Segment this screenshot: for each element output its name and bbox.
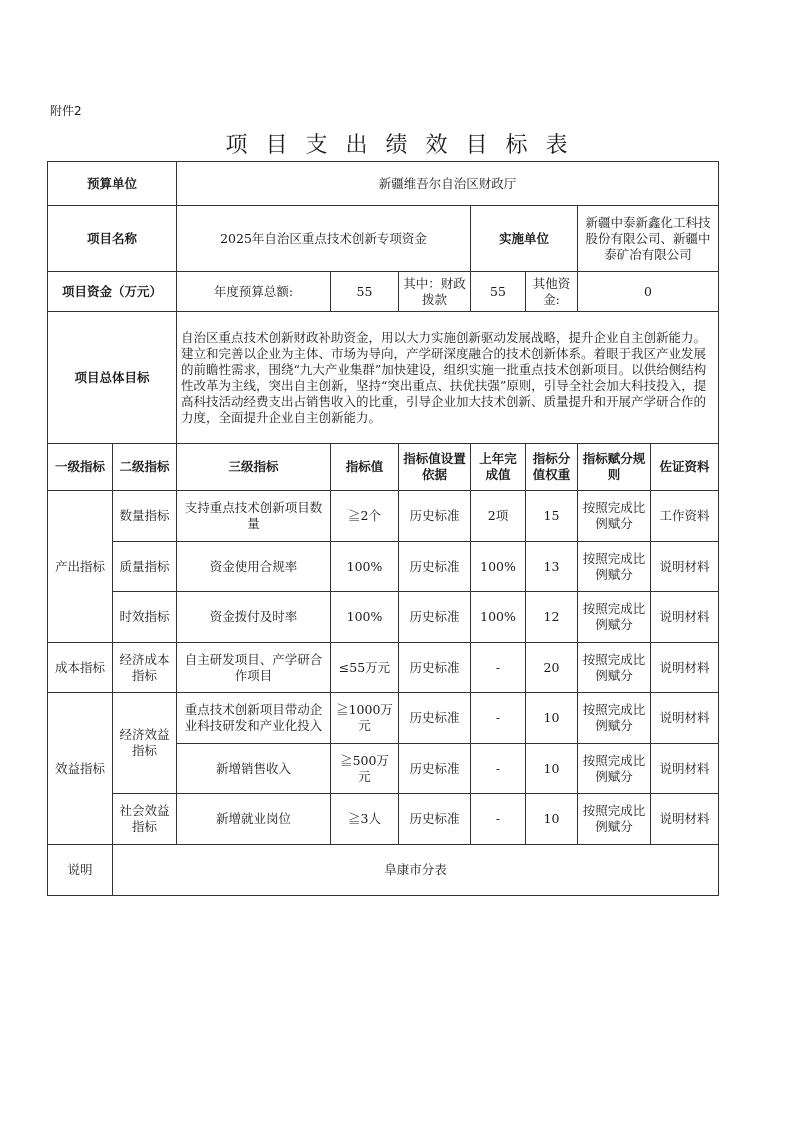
overall-goal-label: 项目总体目标	[48, 312, 177, 444]
group-cost: 成本指标	[48, 643, 113, 693]
index-value: ≤55万元	[331, 643, 399, 693]
basis: 历史标准	[399, 491, 471, 542]
weight: 10	[526, 794, 578, 845]
index-value: 100%	[331, 592, 399, 643]
annual-total-value: 55	[331, 272, 399, 312]
header-evidence: 佐证资料	[651, 444, 719, 491]
level2-quality: 质量指标	[113, 542, 177, 592]
level2-timeliness: 时效指标	[113, 592, 177, 643]
evidence: 说明材料	[651, 693, 719, 744]
basis: 历史标准	[399, 744, 471, 794]
index-value: 100%	[331, 542, 399, 592]
overall-goal-text: 自治区重点技术创新财政补助资金，用以大力实施创新驱动发展战略，提升企业自主创新能力。建立和完善以企业为主体、市场为导向，产学研深度融合的技术创新体系。着眼于我区产业发展的前瞻性需求，围绕“九大产业集群”加快建设，组织实施一批重点技术创新项目。以供给侧结构性改革为主线，突出自主创新，坚持“突出重点、扶优扶强”原则，引导全社会加大科技投入，提高科技活动经费支出占销售收入的比重，引导企业加大技术创新、质量提升和开展产学研合作的力度，全面提升企业自主创新能力。	[177, 312, 719, 444]
level3: 自主研发项目、产学研合作项目	[177, 643, 331, 693]
table-row	[48, 643, 719, 693]
annual-total-label: 年度预算总额:	[177, 272, 331, 312]
weight: 13	[526, 542, 578, 592]
note-label: 说明	[48, 845, 113, 896]
implementing-unit-value: 新疆中泰新鑫化工科技股份有限公司、新疆中泰矿冶有限公司	[578, 206, 719, 272]
basis: 历史标准	[399, 643, 471, 693]
group-benefit: 效益指标	[48, 693, 113, 845]
weight: 12	[526, 592, 578, 643]
evidence: 说明材料	[651, 794, 719, 845]
header-value: 指标值	[331, 444, 399, 491]
weight: 10	[526, 744, 578, 794]
performance-index-table	[47, 443, 719, 896]
level3: 新增销售收入	[177, 744, 331, 794]
rule: 按照完成比例赋分	[578, 643, 651, 693]
implementing-unit-label: 实施单位	[471, 206, 578, 272]
table-row	[48, 794, 719, 845]
note-value: 阜康市分表	[113, 845, 719, 896]
table-row	[48, 542, 719, 592]
weight: 15	[526, 491, 578, 542]
last-year: 100%	[471, 592, 526, 643]
note-row	[48, 845, 719, 896]
last-year: -	[471, 744, 526, 794]
project-name-value: 2025年自治区重点技术创新专项资金	[177, 206, 471, 272]
header-last-year: 上年完成值	[471, 444, 526, 491]
table-row	[48, 491, 719, 542]
budget-unit-label: 预算单位	[48, 162, 177, 206]
table-row	[48, 592, 719, 643]
index-header-row	[48, 444, 719, 491]
evidence: 工作资料	[651, 491, 719, 542]
basis: 历史标准	[399, 592, 471, 643]
last-year: -	[471, 643, 526, 693]
level2-quantity: 数量指标	[113, 491, 177, 542]
project-info-table	[47, 161, 719, 444]
fiscal-label: 其中：财政拨款	[399, 272, 471, 312]
project-name-label: 项目名称	[48, 206, 177, 272]
level3: 重点技术创新项目带动企业科技研发和产业化投入	[177, 693, 331, 744]
header-rule: 指标赋分规则	[578, 444, 651, 491]
rule: 按照完成比例赋分	[578, 744, 651, 794]
group-output: 产出指标	[48, 491, 113, 643]
evidence: 说明材料	[651, 744, 719, 794]
level3: 资金使用合规率	[177, 542, 331, 592]
basis: 历史标准	[399, 693, 471, 744]
evidence: 说明材料	[651, 542, 719, 592]
index-value: ≧1000万元	[331, 693, 399, 744]
evidence: 说明材料	[651, 643, 719, 693]
funding-label: 项目资金（万元）	[48, 272, 177, 312]
header-basis: 指标值设置依据	[399, 444, 471, 491]
level2-econ-cost: 经济成本指标	[113, 643, 177, 693]
last-year: -	[471, 794, 526, 845]
index-value: ≧3人	[331, 794, 399, 845]
level3: 新增就业岗位	[177, 794, 331, 845]
budget-unit-value: 新疆维吾尔自治区财政厅	[177, 162, 719, 206]
other-funds-label: 其他资金:	[526, 272, 578, 312]
weight: 10	[526, 693, 578, 744]
page-title: 项目支出绩效目标表	[225, 133, 586, 158]
header-weight: 指标分值权重	[526, 444, 578, 491]
header-level1: 一级指标	[48, 444, 113, 491]
evidence: 说明材料	[651, 592, 719, 643]
last-year: 2项	[471, 491, 526, 542]
rule: 按照完成比例赋分	[578, 542, 651, 592]
table-row	[48, 693, 719, 744]
rule: 按照完成比例赋分	[578, 794, 651, 845]
rule: 按照完成比例赋分	[578, 693, 651, 744]
basis: 历史标准	[399, 794, 471, 845]
other-funds-value: 0	[578, 272, 719, 312]
attachment-label: 附件2	[50, 104, 82, 118]
index-value: ≧2个	[331, 491, 399, 542]
last-year: -	[471, 693, 526, 744]
weight: 20	[526, 643, 578, 693]
level2-social-benefit: 社会效益指标	[113, 794, 177, 845]
last-year: 100%	[471, 542, 526, 592]
rule: 按照完成比例赋分	[578, 491, 651, 542]
rule: 按照完成比例赋分	[578, 592, 651, 643]
header-level3: 三级指标	[177, 444, 331, 491]
level3: 支持重点技术创新项目数量	[177, 491, 331, 542]
level2-econ-benefit: 经济效益指标	[113, 693, 177, 794]
basis: 历史标准	[399, 542, 471, 592]
header-level2: 二级指标	[113, 444, 177, 491]
index-value: ≧500万元	[331, 744, 399, 794]
level3: 资金拨付及时率	[177, 592, 331, 643]
fiscal-value: 55	[471, 272, 526, 312]
